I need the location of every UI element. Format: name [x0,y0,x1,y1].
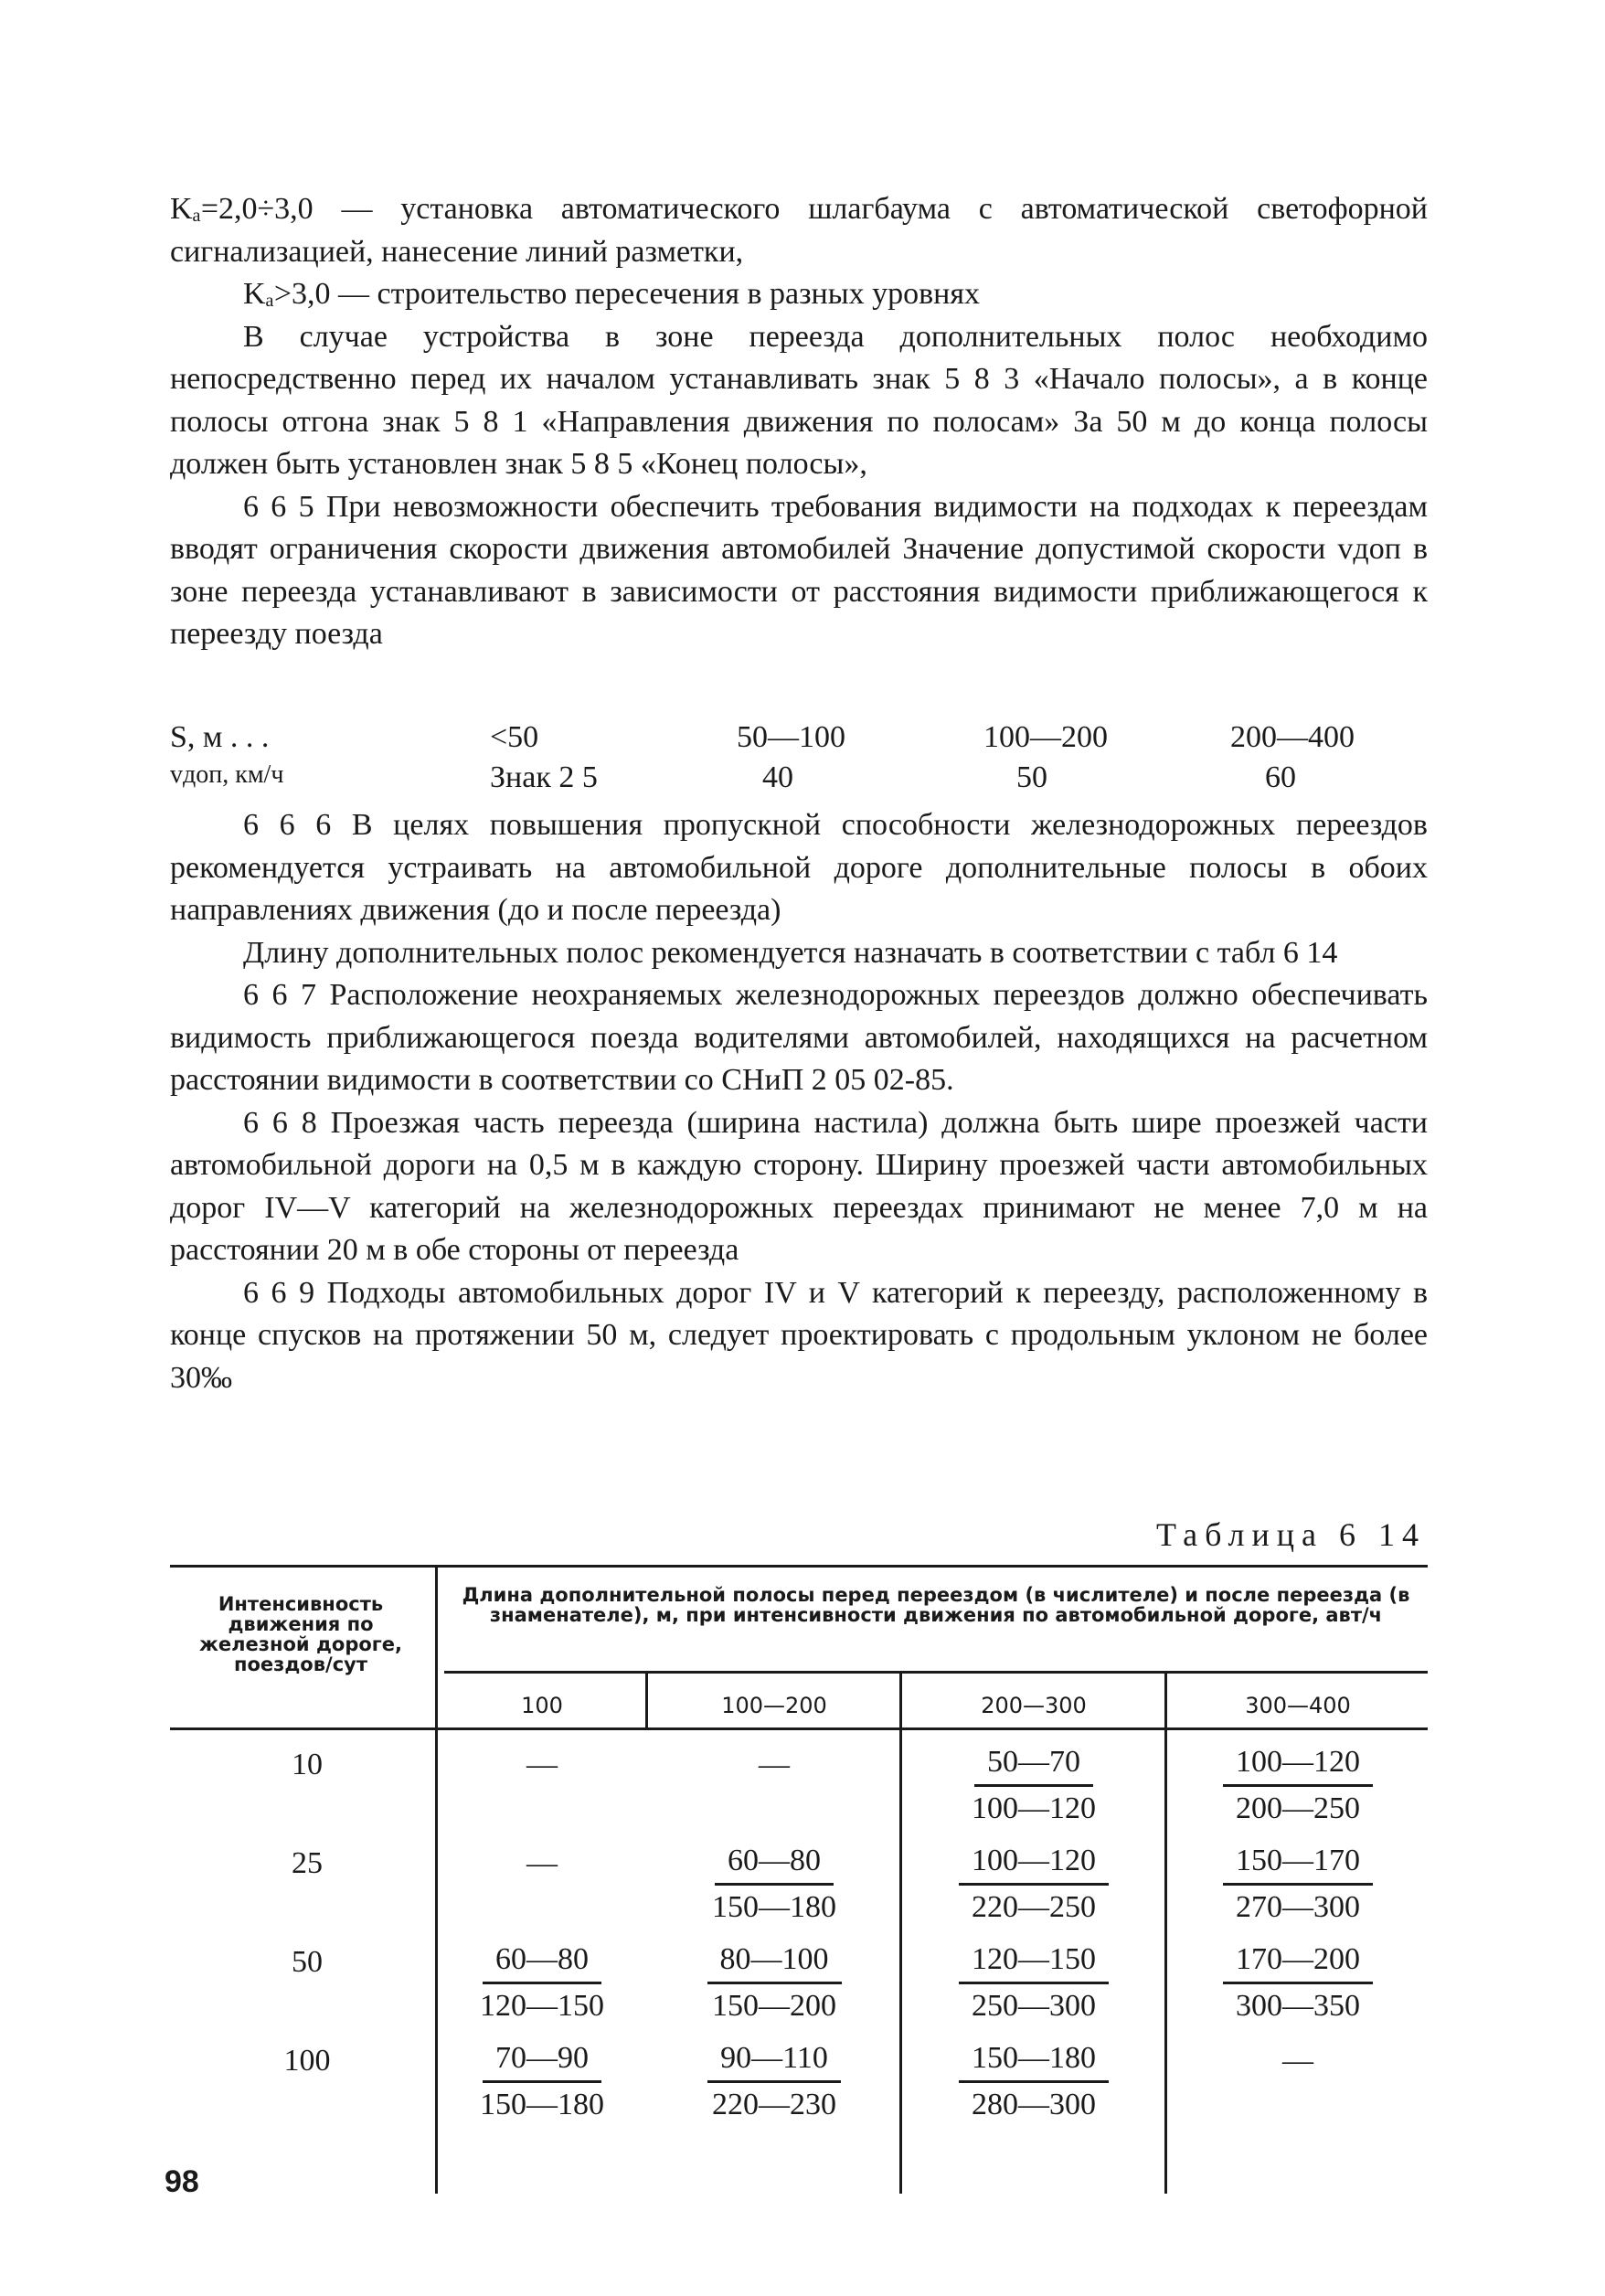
table-cell-fraction [1168,1938,1428,2028]
length-after-crossing: 300—350 [1236,1989,1360,2023]
visibility-speed-row [170,760,1428,801]
paragraph-ka-3: Kₐ>3,0 — строительство пересечения в разных уровнях [243,277,980,311]
table-cell-fraction [903,1839,1164,1929]
length-before-crossing: 150—170 [1223,1839,1373,1886]
table-cell-fraction [439,1938,645,2028]
table-caption: Таблица 6 14 [1156,1516,1426,1553]
upper-text [170,188,1428,656]
distance-value: 50—100 [737,720,845,754]
visibility-distance-row [170,720,1428,760]
header-bottom-rule [170,1727,1428,1730]
visibility-speed-table [170,720,1428,801]
length-after-crossing: 100—120 [972,1791,1096,1825]
speed-value: 60 [1265,760,1296,794]
speed-label: vдоп, км/ч [170,760,284,789]
speed-value: 40 [762,760,793,794]
table-cell-fraction [649,1839,899,1929]
subheader-100-200: 100—200 [721,1693,827,1718]
subheader-100: 100 [521,1693,563,1718]
column-divider [1164,1671,1167,2194]
length-before-crossing: 70—90 [483,2036,601,2083]
header-mid-rule [444,1671,1428,1674]
length-after-crossing: 270—300 [1236,1890,1360,1924]
distance-label: S, м . . . [170,720,270,754]
page-number: 98 [165,2164,199,2199]
length-before-crossing: 170—200 [1223,1938,1373,1984]
row-intensity-label: 50 [292,1945,323,1979]
row-intensity-label: 25 [292,1846,323,1880]
paragraph-ka-2-3: Kₐ=2,0÷3,0 — установка автоматического шлагбаума с автоматической светофорной сигнализацией, нанесение линий разметки, [170,192,1428,269]
length-before-crossing: 60—80 [483,1938,601,1984]
table-cell-fraction [649,1938,899,2028]
length-after-crossing: 250—300 [972,1989,1096,2023]
length-before-crossing: 90—110 [707,2036,841,2083]
length-before-crossing: 50—70 [974,1740,1093,1787]
length-before-crossing: 120—150 [959,1938,1109,1984]
length-after-crossing: 220—230 [712,2088,836,2121]
row-intensity-label: 100 [283,2044,331,2078]
paragraph-666: 6 6 6 В целях повышения пропускной способности железнодорожных переездов рекомендуется устраивать на автомобильной дороге дополнительные полосы в обоих направлениях движения (до и после переезда) [170,808,1428,927]
length-after-crossing: 150—180 [712,1890,836,1924]
subheader-divider [645,1671,648,1727]
row-intensity-label: 10 [292,1748,323,1781]
distance-value: 200—400 [1230,720,1355,754]
subheader-200-300: 200—300 [981,1693,1087,1718]
subheader-300-400: 300—400 [1245,1693,1351,1718]
table-cell-empty: — [759,1748,790,1781]
length-after-crossing: 120—150 [480,1989,604,2023]
length-after-crossing: 220—250 [972,1890,1096,1924]
length-before-crossing: 150—180 [959,2036,1109,2083]
length-before-crossing: 60—80 [715,1839,834,1886]
table-cell-empty: — [1282,2044,1313,2078]
table-cell-fraction [903,1740,1164,1831]
distance-value: <50 [490,720,539,754]
length-before-crossing: 80—100 [707,1938,842,1984]
table-top-rule [170,1565,1428,1568]
table-cell-fraction [903,2036,1164,2127]
column-divider [899,1671,902,2194]
paragraph-667: 6 6 7 Расположение неохраняемых железнодорожных переездов должно обеспечивать видимость приближающегося поезда водителями автомобилей, находящихся на расчетном расстоянии видимости в соответствии со СНиП 2 05 02-85. [170,978,1428,1097]
group-header: Длина дополнительной полосы перед переездом (в числителе) и после переезда (в знаменателе), м, при интенсивности движения по автомобильной дороге, авт/ч [462,1584,1410,1626]
length-after-crossing: 280—300 [972,2088,1096,2121]
table-cell-empty: — [526,1846,558,1880]
lower-text [170,804,1428,1399]
table-cell-empty: — [526,1748,558,1781]
table-cell-fraction [1168,1839,1428,1929]
paragraph-669: 6 6 9 Подходы автомобильных дорог IV и V категорий к переезду, расположенному в конце спусков на протяжении 50 м, следует проектировать с продольным уклоном не более 30‰ [170,1275,1428,1395]
paragraph-lane-length: Длину дополнительных полос рекомендуется назначать в соответствии с табл 6 14 [243,935,1338,970]
paragraph-extra-lanes: В случае устройства в зоне переезда дополнительных полос необходимо непосредственно перед их началом устанавливать знак 5 8 3 «Начало полосы», а в конце полосы отгона знак 5 8 1 «Направления движения по полосам» За 50 м до конца полосы должен быть установлен знак 5 8 5 «Конец полосы», [170,319,1428,481]
length-after-crossing: 150—180 [480,2088,604,2121]
speed-value: 50 [1016,760,1047,794]
paragraph-668: 6 6 8 Проезжая часть переезда (ширина настила) должна быть шире проезжей части автомобильной дороги на 0,5 м в каждую сторону. Ширину проезжей части автомобильных дорог IV—V категорий на железнодорожных переездах принимают не менее 7,0 м на расстоянии 20 м в обе стороны от переезда [170,1105,1428,1267]
length-after-crossing: 150—200 [712,1989,836,2023]
length-after-crossing: 200—250 [1236,1791,1360,1825]
table-cell-fraction [903,1938,1164,2028]
length-before-crossing: 100—120 [1223,1740,1373,1787]
table-cell-fraction [439,2036,645,2127]
table-cell-fraction [1168,1740,1428,1831]
distance-value: 100—200 [983,720,1108,754]
length-before-crossing: 100—120 [959,1839,1109,1886]
table-cell-fraction [649,2036,899,2127]
speed-value: Знак 2 5 [490,760,598,794]
lane-length-table [170,1565,1428,2195]
col0-header: Интенсивность движения по железной дороге, поездов/сут [199,1593,402,1675]
paragraph-665: 6 6 5 При невозможности обеспечить требования видимости на подходах к переездам вводят ограничения скорости движения автомобилей Значение допустимой скорости vдоп в зоне переезда устанавливают в зависимости от расстояния видимости приближающегося к переезду поезда [170,489,1428,651]
